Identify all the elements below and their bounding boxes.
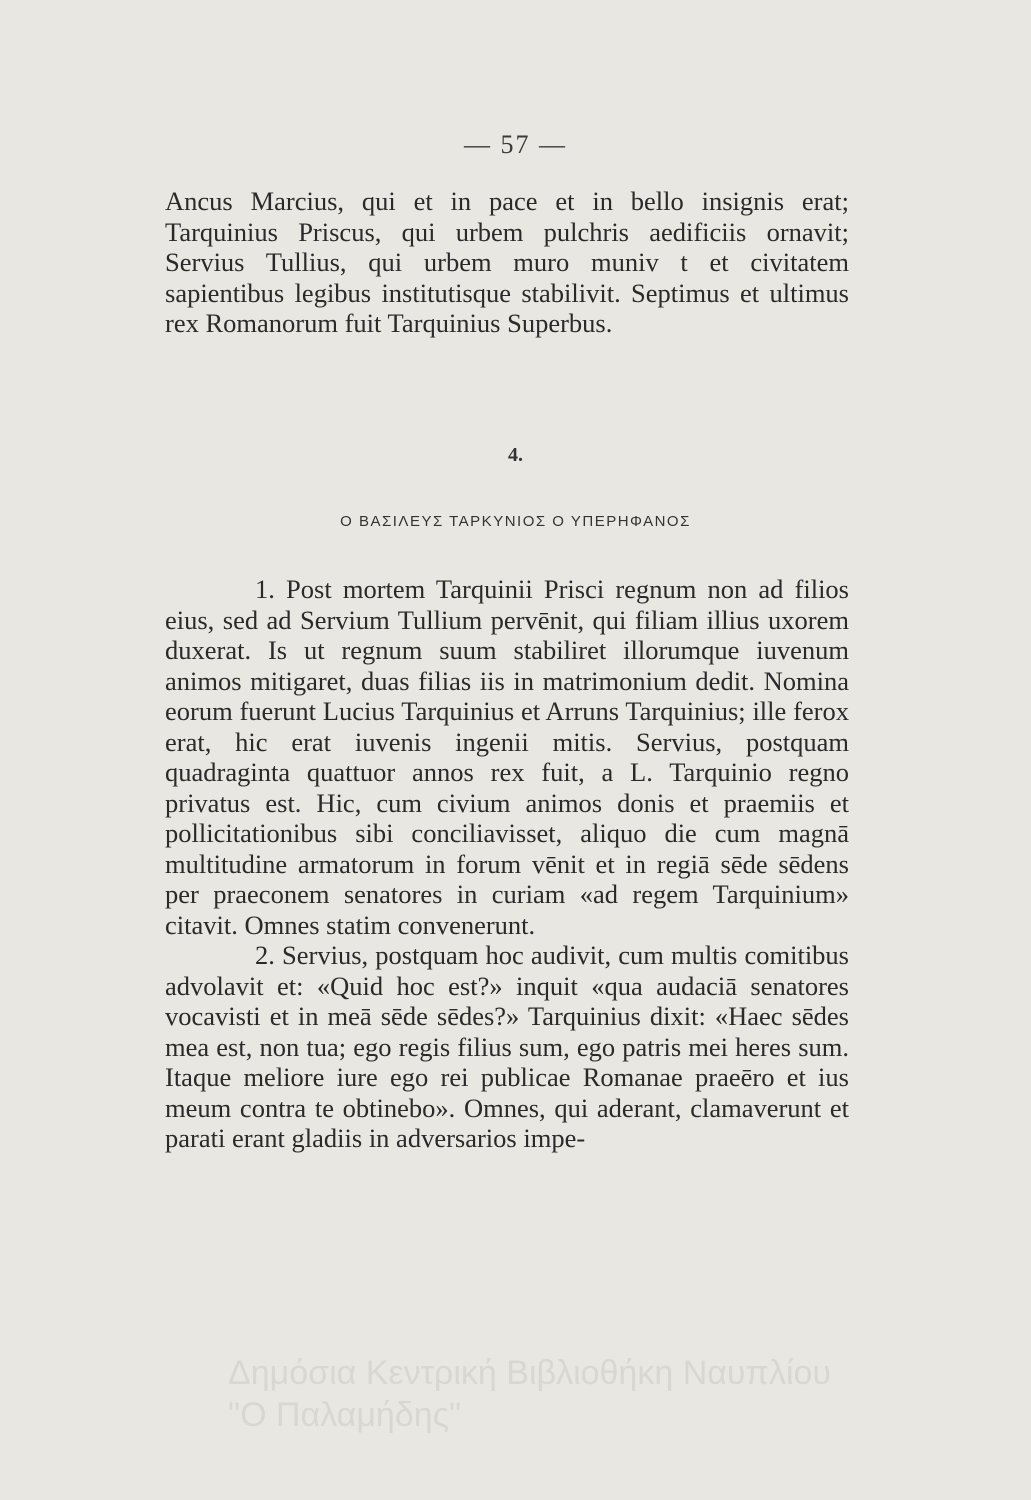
section-title: Ο ΒΑΣΙΛΕΥΣ ΤΑΡΚΥΝΙΟΣ Ο ΥΠΕΡΗΦΑΝΟΣ <box>340 513 691 530</box>
paragraph-2: 2. Servius, postquam hoc audivit, cum multis comitibus advolavit et: «Quid hoc est?» inquit «qua audaciā senatores vocavisti et in meā sēde sēdes?» Tarquinius dixit: «Haec sēdes mea est, non tua; ego regis filius sum, ego patris mei heres sum. Itaque meliore iure ego rei publicae Romanae praeēro et ius meum contra te obtinebo». Omnes, qui aderant, clamaverunt et parati erant gladiis in adversarios impe- <box>165 940 849 1153</box>
library-watermark <box>228 1352 1008 1436</box>
section-number: 4. <box>508 444 523 466</box>
page-number: — 57 — <box>464 130 567 159</box>
body-text-block <box>165 574 849 1154</box>
intro-paragraph: Ancus Marcius, qui et in pace et in bello insignis erat; Tarquinius Priscus, qui urbem pulchris aedificiis ornavit; Servius Tullius, qui urbem muro muniv t et civitatem sapientibus legibus institutisque stabilivit. Septimus et ultimus rex Romanorum fuit Tarquinius Superbus. <box>165 186 849 338</box>
watermark-line-2: "Ο Παλαμήδης" <box>228 1396 462 1434</box>
paragraph-1: 1. Post mortem Tarquinii Prisci regnum non ad filios eius, sed ad Servium Tullium pervēnit, qui filiam illius uxorem duxerat. Is ut regnum suum stabiliret illorumque iuvenum animos mitigaret, duas filias iis in matrimonium dedit. Nomina eorum fuerunt Lucius Tarquinius et Arruns Tarquinius; ille ferox erat, hic erat iuvenis ingenii mitis. Servius, postquam quadraginta quattuor annos rex fuit, a L. Tarquinio regno privatus est. Hic, cum civium animos donis et praemiis et pollicitationibus sibi conciliavisset, aliquo die cum magnā multitudine armatorum in forum vēnit et in regiā sēde sēdens per praeconem senatores in curiam «ad regem Tarquinium» citavit. Omnes statim convenerunt. <box>165 574 849 940</box>
intro-text-block <box>165 186 849 339</box>
watermark-line-1: Δημόσια Κεντρική Βιβλιοθήκη Ναυπλίου <box>228 1354 832 1392</box>
